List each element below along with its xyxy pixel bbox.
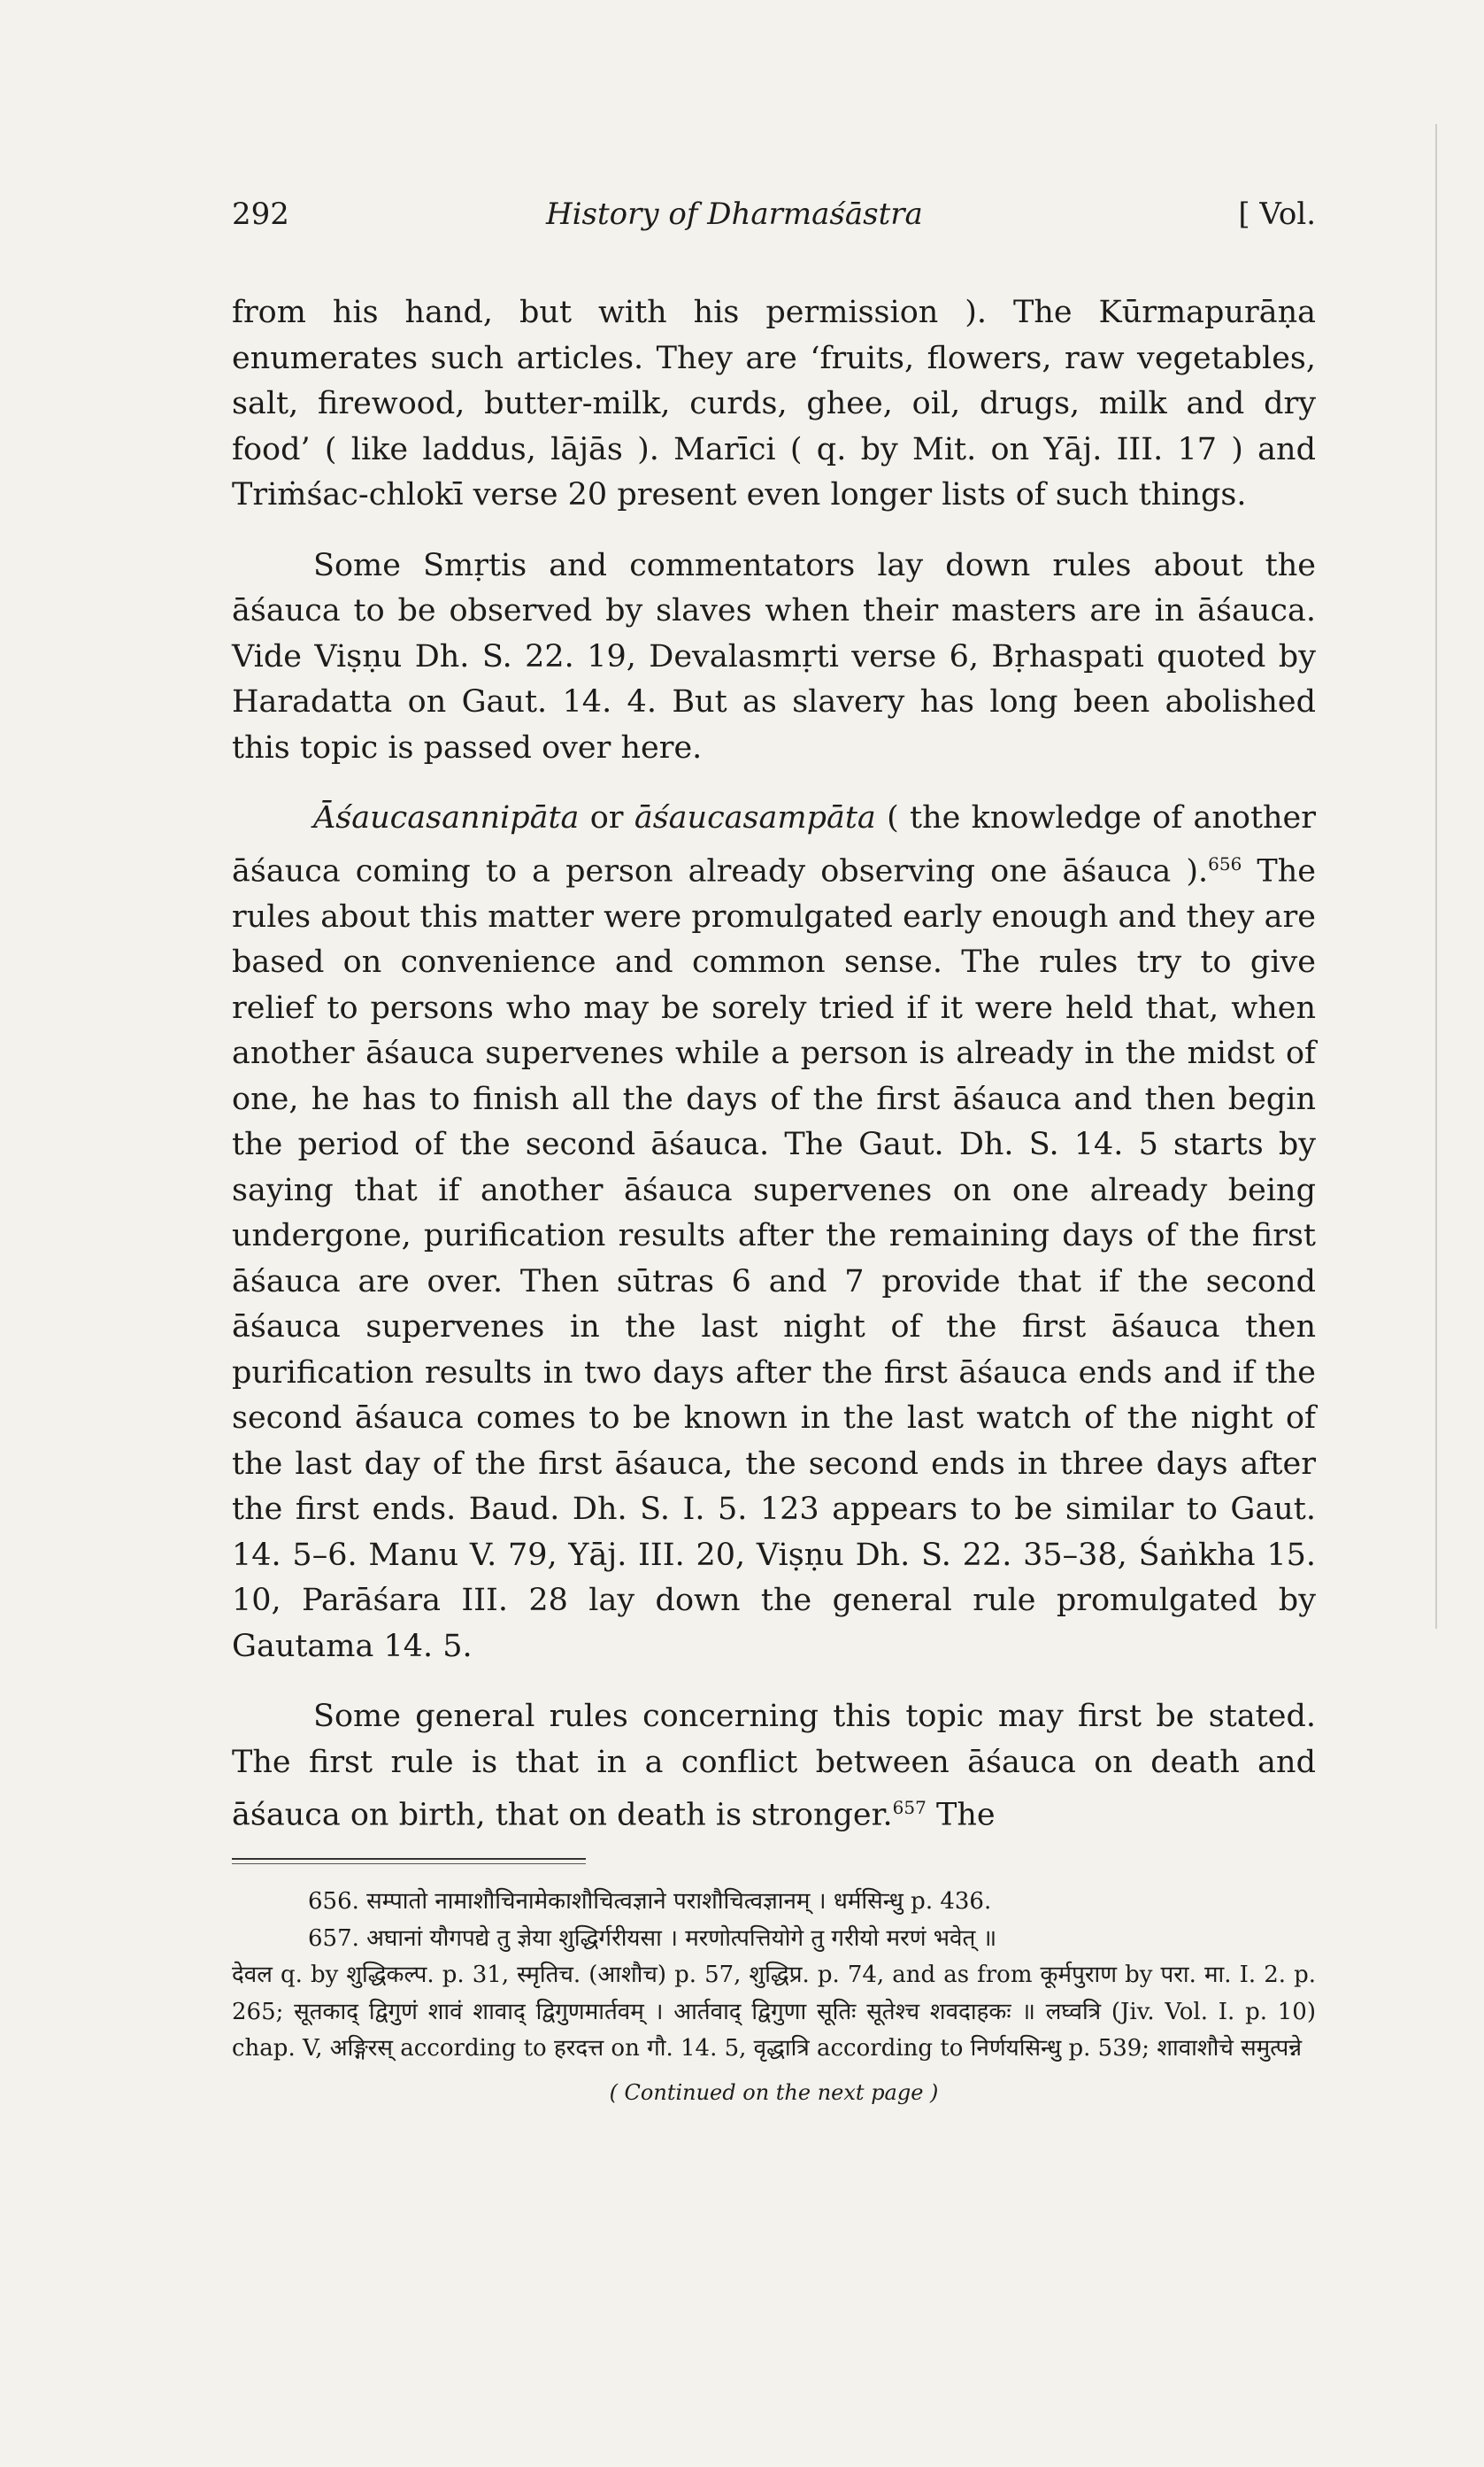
paragraph-4 xyxy=(232,1694,1316,1839)
footnote-657-continued: देवल q. by शुद्धिकल्प. p. 31, स्मृतिच. (आशौच) p. 57, शुद्धिप्र. p. 74, and as from कूर्मपुराण by परा. मा. I. 2. p. 265; सूतकाद् द्विगुणं शावं शावाद् द्विगुणमार्तवम् । आर्तवाद् द्विगुणा सूतिः सूतेश्च शवदाहकः ॥ लघ्वत्रि (Jiv. Vol. I. p. 10) chap. V, अङ्गिरस् according to हरदत्त on गौ. 14. 5, वृद्धात्रि according to निर्णयसिन्धु p. 539; शावाशौचे समुत्पन्ने xyxy=(232,1962,1316,2062)
book-title: History of Dharmaśāstra xyxy=(546,197,923,232)
body-text xyxy=(232,290,1316,1839)
page xyxy=(232,197,1316,2111)
connector-text: or xyxy=(579,800,634,836)
running-head xyxy=(232,197,1316,241)
paragraph-3-intro: ( the knowledge of another āśauca coming to a person already observing one āśauca ). xyxy=(232,800,1316,890)
continued-note: ( Continued on the next page ) xyxy=(609,2079,939,2105)
margin-line xyxy=(1435,124,1437,1629)
footnote-ref-657[interactable]: 657 xyxy=(892,1797,927,1819)
paragraph-3-end: The Gaut. Dh. S. 14. 5 starts by saying that if another āśauca supervenes on one already being undergone, purification results after the remaining days of the first āśauca are over. Then sūtras 6 and 7 provide that if the second āśauca supervenes in the last night of the first āśauca then purification results in two days after the first āśauca ends and if the second āśauca comes to be known in the last watch of the night of the last day of the first āśauca, the second ends in three days after the first ends. Baud. Dh. S. I. 5. 123 appears to be similar to Gaut. 14. 5–6. Manu V. 79, Yāj. III. 20, Viṣṇu Dh. S. 22. 35–38, Śaṅkha 15. 10, Parāśara III. 28 lay down the general rule promulgated by Gautama 14. 5. xyxy=(232,1127,1316,1664)
page-number: 292 xyxy=(232,197,289,232)
term-asaucasannipata: Āśaucasannipāta xyxy=(313,800,580,836)
footnote-rule xyxy=(232,1858,586,1864)
footnote-656: 656. सम्पातो नामाशौचिनामेकाशौचित्वज्ञाने पराशौचित्वज्ञानम् । धर्मसिन्धु p. 436. xyxy=(308,1888,992,1916)
paragraph-3-middle: The rules about this matter were promulgated early enough and they are based on convenience and common sense. The rules try to give relief to persons who may be sorely tried if it were held that, when another āśauca supervenes while a person is already in the midst of one, he has to finish all the days of the first āśauca and then begin the period of the second āśauca. xyxy=(232,853,1317,1163)
paragraph-4-tail: The xyxy=(926,1797,996,1833)
footnote-657: 657. अघानां यौगपद्ये तु ज्ञेया शुद्धिर्गरीयसा । मरणोत्पत्तियोगे तु गरीयो मरणं भवेत् ॥ xyxy=(308,1924,997,1952)
footnote-ref-656[interactable]: 656 xyxy=(1208,852,1242,875)
paragraph-1: from his hand, but with his permission ). The Kūrmapurāṇa enumerates such articles. They are ‘fruits, flowers, raw vegetables, salt, firewood, butter-milk, curds, ghee, oil, drugs, milk and dry food’ ( like laddus, lājās ). Marīci ( q. by Mit. on Yāj. III. 17 ) and Triṁśac-chlokī verse 20 present even longer lists of such things. xyxy=(232,295,1316,513)
paragraph-3 xyxy=(232,796,1316,1669)
term-asaucasampata: āśaucasampāta xyxy=(634,800,876,836)
volume-label: [ Vol. xyxy=(1238,197,1316,232)
paragraph-2: Some Smṛtis and commentators lay down rules about the āśauca to be observed by slaves when their masters are in āśauca. Vide Viṣṇu Dh. S. 22. 19, Devalasmṛti verse 6, Bṛhaspati quoted by Haradatta on Gaut. 14. 4. But as slavery has long been abolished this topic is passed over here. xyxy=(232,547,1316,766)
footnotes xyxy=(232,1884,1316,2111)
paragraph-4-text: Some general rules concerning this topic may first be stated. The first rule is that in a conflict between āśauca on death and āśauca on birth, that on death is stronger. xyxy=(232,1699,1316,1833)
